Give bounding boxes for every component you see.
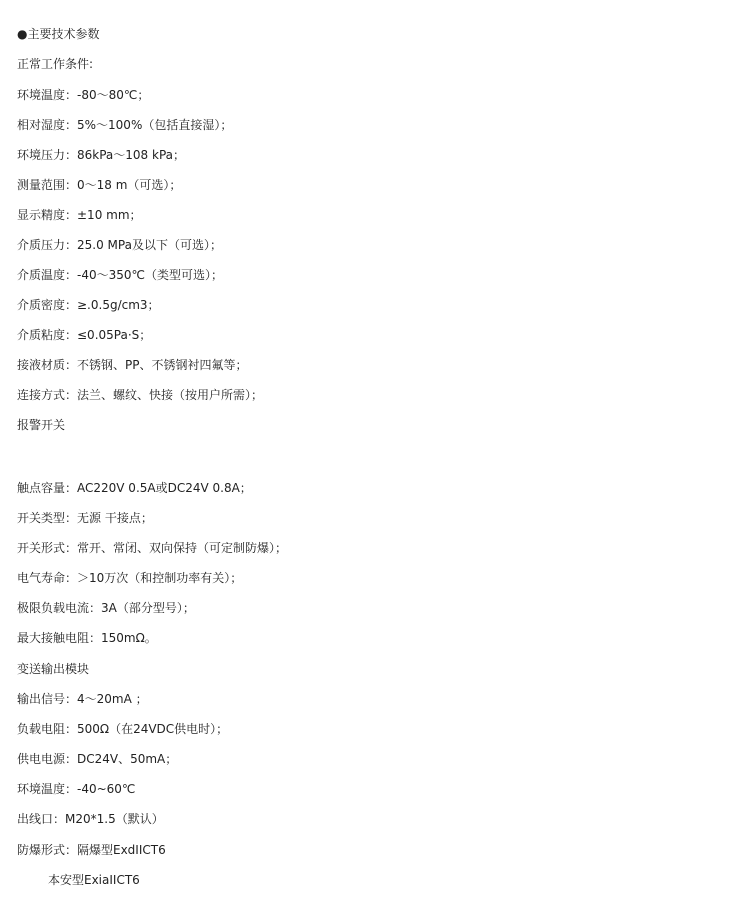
- spec-line-max-contact-resistance: 最大接触电阻：150mΩ。: [17, 631, 157, 645]
- spec-line-connection-method: 连接方式：法兰、螺纹、快接（按用户所需）；: [17, 388, 264, 402]
- spec-line-cable-outlet: 出线口：M20*1.5（默认）: [17, 812, 164, 826]
- spec-line-medium-density: 介质密度：≥.0.5g/cm3；: [17, 298, 160, 312]
- spec-line-intrinsic-safety-type: 本安型ExiaIICT6: [48, 873, 140, 887]
- spec-line-power-supply: 供电电源：DC24V、50mA；: [17, 752, 178, 766]
- spec-line-wetted-material: 接液材质：不锈钢、PP、不锈钢衬四氟等；: [17, 358, 248, 372]
- spec-line-contact-capacity: 触点容量：AC220V 0.5A或DC24V 0.8A；: [17, 481, 252, 495]
- section-heading-main-specs: ●主要技术参数: [17, 27, 100, 41]
- spec-line-medium-viscosity: 介质粘度：≤0.05Pa·S；: [17, 328, 152, 342]
- subheading-transmitter-module: 变送输出模块: [17, 662, 90, 676]
- subheading-alarm-switch: 报警开关: [17, 418, 66, 432]
- spec-line-electrical-life: 电气寿命：＞10万次（和控制功率有关）；: [17, 571, 243, 585]
- spec-line-load-resistance: 负载电阻：500Ω（在24VDC供电时）；: [17, 722, 229, 736]
- subheading-normal-conditions: 正常工作条件:: [17, 57, 94, 71]
- spec-line-medium-pressure: 介质压力：25.0 MPa及以下（可选）；: [17, 238, 222, 252]
- spec-line-ambient-temperature: 环境温度：-80～80℃；: [17, 88, 150, 102]
- spec-line-limit-load-current: 极限负载电流：3A（部分型号）；: [17, 601, 195, 615]
- spec-line-switch-form: 开关形式：常开、常闭、双向保持（可定制防爆）；: [17, 541, 288, 555]
- spec-line-module-ambient-temperature: 环境温度：-40~60℃: [17, 782, 136, 796]
- spec-line-output-signal: 输出信号：4～20mA ；: [17, 692, 148, 706]
- spec-line-explosion-proof-type: 防爆形式：隔爆型ExdIICT6: [17, 843, 166, 857]
- spec-line-measuring-range: 测量范围：0～18 m（可选）；: [17, 178, 182, 192]
- spec-line-medium-temperature: 介质温度：-40～350℃（类型可选）；: [17, 268, 223, 282]
- spec-line-ambient-pressure: 环境压力：86kPa～108 kPa；: [17, 148, 185, 162]
- spec-line-relative-humidity: 相对湿度：5%～100%（包括直接湿）；: [17, 118, 233, 132]
- spec-line-switch-type: 开关类型：无源 干接点；: [17, 511, 153, 525]
- spec-line-display-accuracy: 显示精度：±10 mm；: [17, 208, 142, 222]
